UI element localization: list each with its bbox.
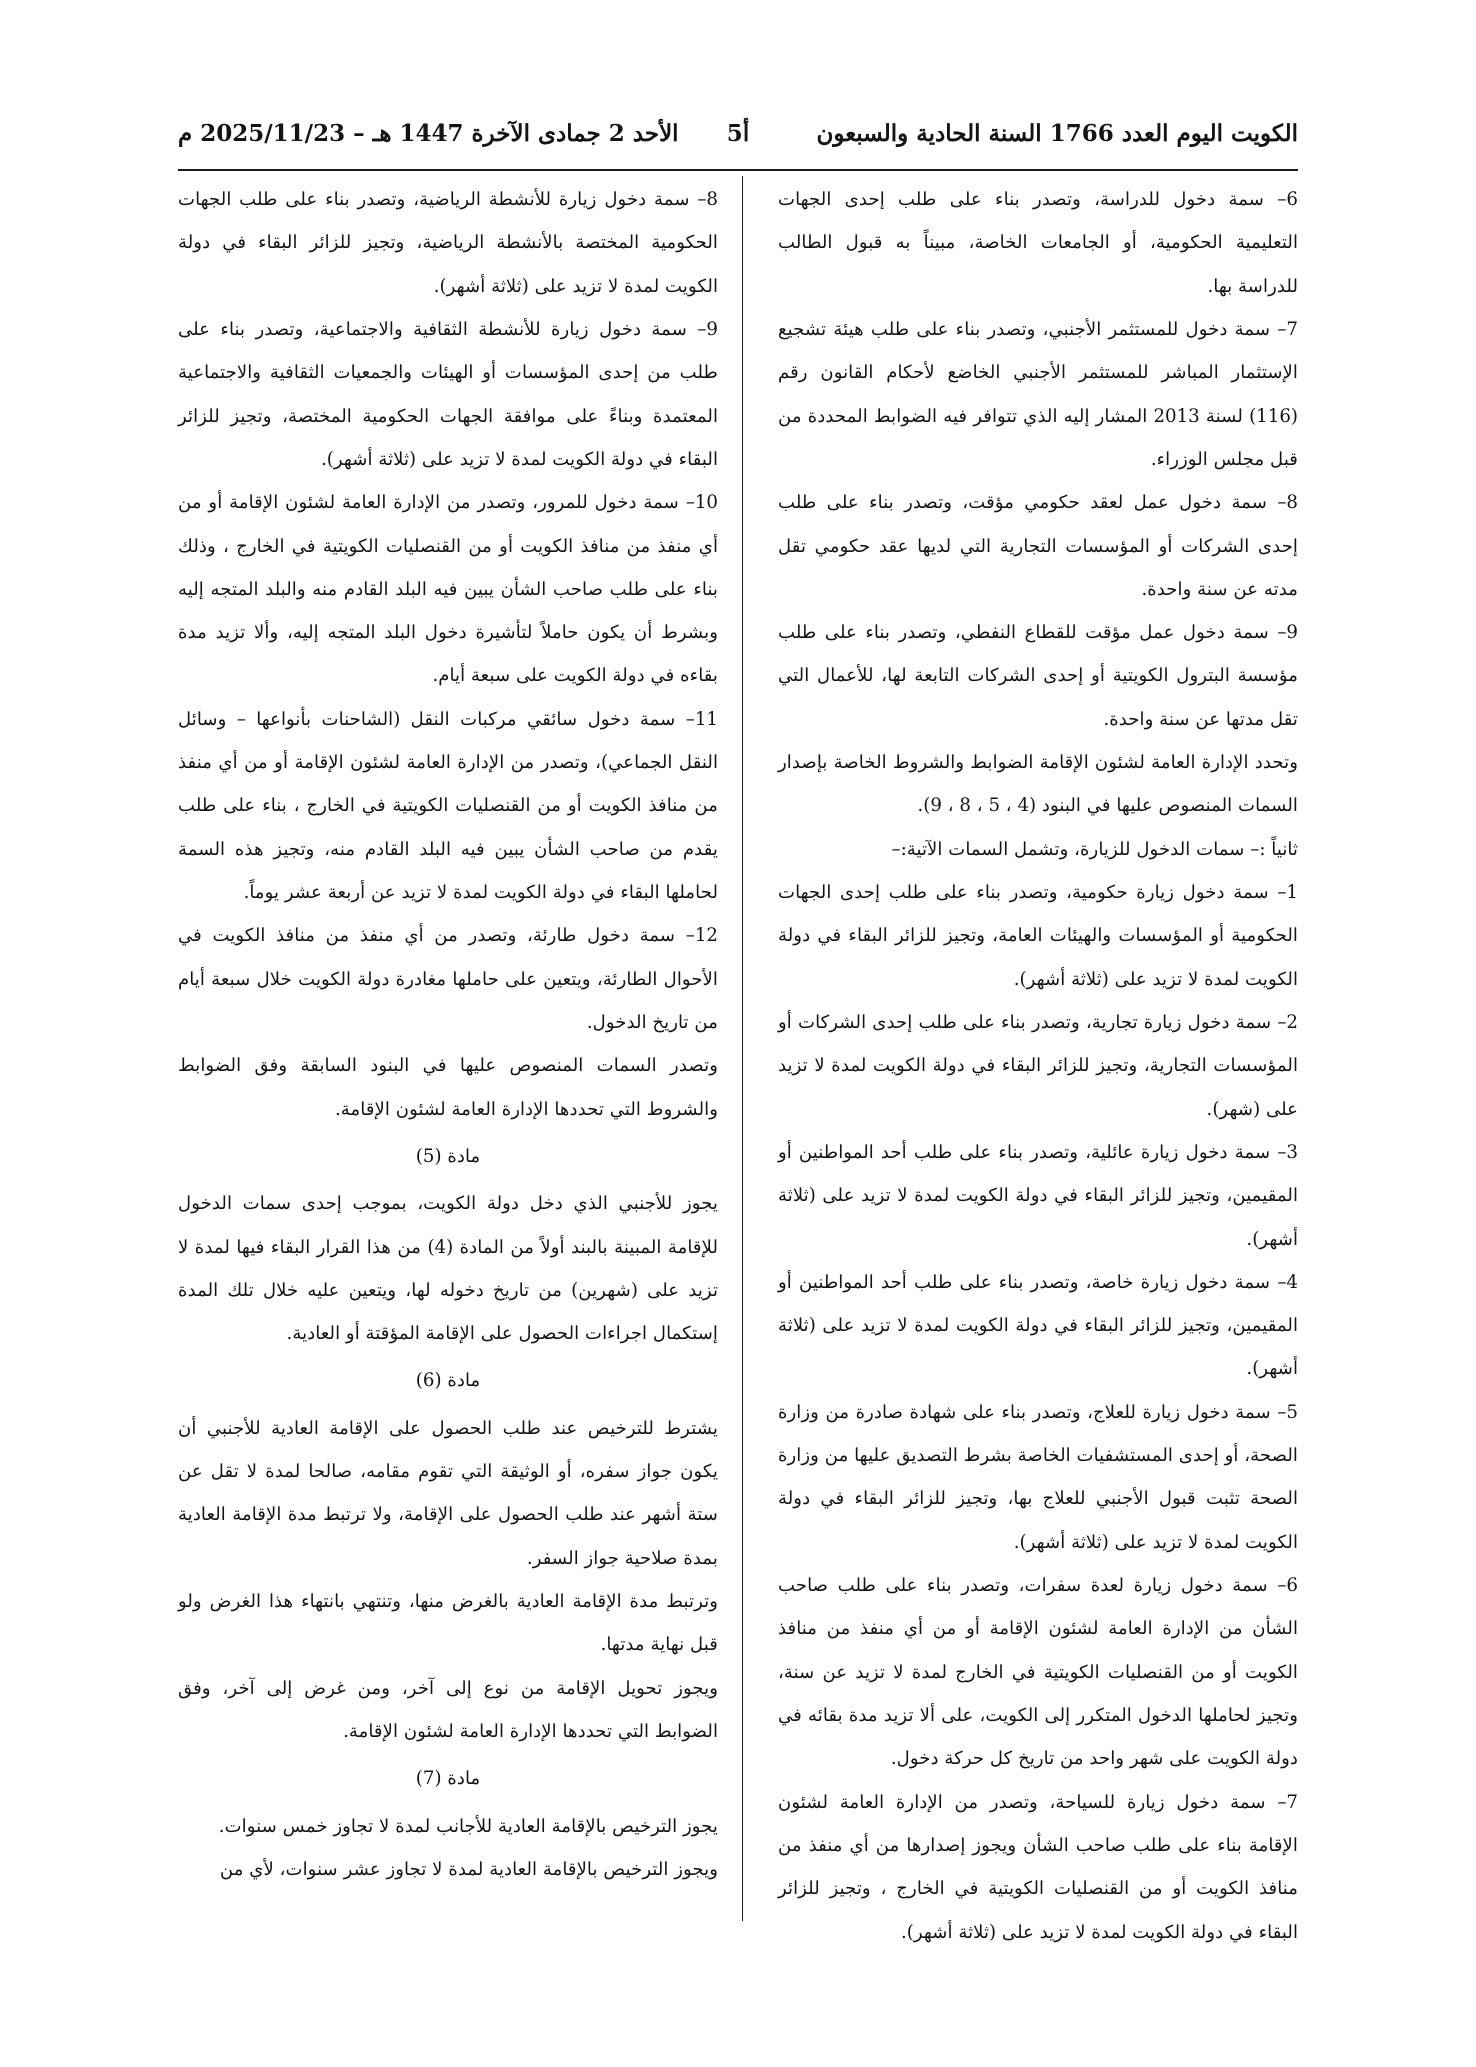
right-column: [778, 178, 1298, 1954]
paragraph: 8– سمة دخول زيارة للأنشطة الرياضية، وتصدر بناء على طلب الجهات الحكومية المختصة بالأنشطة الرياضية، وتجيز للزائر البقاء في دولة الكويت لمدة لا تزيد على (ثلاثة أشهر).: [178, 189, 718, 297]
paragraph: 9– سمة دخول عمل مؤقت للقطاع النفطي، وتصدر بناء على طلب مؤسسة البترول الكويتية أو إحدى الشركات التابعة لها، للأعمال التي تقل مدتها عن سنة واحدة.: [778, 622, 1298, 730]
paragraph: 8– سمة دخول عمل لعقد حكومي مؤقت، وتصدر بناء على طلب إحدى الشركات أو المؤسسات التجارية التي لديها عقد حكومي تقل مدته عن سنة واحدة.: [778, 492, 1298, 600]
paragraph: 7– سمة دخول للمستثمر الأجنبي، وتصدر بناء على طلب هيئة تشجيع الإستثمار المباشر للمستثمر الأجنبي الخاضع لأحكام القانون رقم (116) لسنة 2013 المشار إليه الذي تتوافر فيه الضوابط المحددة من قبل مجلس الوزراء.: [778, 318, 1298, 470]
paragraph: 7– سمة دخول زيارة للسياحة، وتصدر من الإدارة العامة لشئون الإقامة بناء على طلب صاحب الشأن ويجوز إصدارها من أي منفذ من منافذ الكويت أو من القنصليات الكويتية في الخارج ، وتجيز للزائر البقاء في دولة الكويت لمدة لا تزيد على (ثلاثة أشهر).: [778, 1791, 1298, 1943]
paragraph: 6– سمة دخول للدراسة، وتصدر بناء على طلب إحدى الجهات التعليمية الحكومية، أو الجامعات الخاصة، مبيناً به قبول الطالب للدراسة بها.: [778, 189, 1298, 297]
paragraph: وتحدد الإدارة العامة لشئون الإقامة الضوابط والشروط الخاصة بإصدار السمات المنصوص عليها في البنود (4 ، 5 ، 8 ، 9).: [778, 752, 1298, 817]
paragraph: 5– سمة دخول زيارة للعلاج، وتصدر بناء على شهادة صادرة من وزارة الصحة، أو إحدى المستشفيات الخاصة بشرط التصديق عليها من وزارة الصحة تثبت قبول الأجنبي للعلاج بها، وتجيز للزائر البقاء في دولة الكويت لمدة لا تزيد على (ثلاثة أشهر).: [778, 1401, 1298, 1553]
header-date: الأحد 2 جمادى الآخرة 1447 هـ – 2025/11/23 م: [178, 120, 679, 147]
article-heading: مادة (5): [415, 1145, 481, 1167]
paragraph: يشترط للترخيص عند طلب الحصول على الإقامة العادية للأجنبي أن يكون جواز سفره، أو الوثيقة التي تقوم مقامه، صالحا لمدة لا تقل عن ستة أشهر عند طلب الحصول على الإقامة، ولا ترتبط مدة الإقامة العادية بمدة صلاحية جواز السفر.: [178, 1417, 718, 1569]
paragraph: يجوز للأجنبي الذي دخل دولة الكويت، بموجب إحدى سمات الدخول للإقامة المبينة بالبند أولاً من المادة (4) من هذا القرار البقاء فيها لمدة لا تزيد على (شهرين) من تاريخ دخوله لها، ويتعين عليه خلال تلك المدة إستكمال اجراءات الحصول على الإقامة المؤقتة أو العادية.: [178, 1193, 718, 1345]
article-heading: مادة (6): [415, 1370, 481, 1392]
left-column: [178, 178, 718, 1891]
paragraph: 6– سمة دخول زيارة لعدة سفرات، وتصدر بناء على طلب صاحب الشأن من الإدارة العامة لشئون الإقامة أو من أي منفذ من منافذ الكويت أو من القنصليات الكويتية في الخارج لمدة لا تزيد عن سنة، وتجيز لحاملها الدخول المتكرر إلى الكويت، على ألا تزيد مدة بقائه في دولة الكويت على شهر واحد من تاريخ كل حركة دخول.: [778, 1575, 1298, 1770]
paragraph: 3– سمة دخول زيارة عائلية، وتصدر بناء على طلب أحد المواطنين أو المقيمين، وتجيز للزائر البقاء في دولة الكويت لمدة لا تزيد على (ثلاثة أشهر).: [778, 1141, 1298, 1250]
paragraph: 12– سمة دخول طارئة، وتصدر من أي منفذ من منافذ الكويت في الأحوال الطارئة، ويتعين على حاملها مغادرة دولة الكويت خلال سبعة أيام من تاريخ الدخول.: [178, 925, 718, 1033]
column-divider: [742, 176, 743, 1921]
section-heading: ثانياً :– سمات الدخول للزيارة، وتشمل السمات الآتية:–: [891, 838, 1298, 860]
header-issue-info: الكويت اليوم العدد 1766 السنة الحادية والسبعون: [816, 120, 1298, 147]
article-heading: مادة (7): [415, 1768, 481, 1790]
paragraph: 4– سمة دخول زيارة خاصة، وتصدر بناء على طلب أحد المواطنين أو المقيمين، وتجيز للزائر البقاء في دولة الكويت لمدة لا تزيد على (ثلاثة أشهر).: [778, 1271, 1298, 1380]
paragraph: يجوز الترخيص بالإقامة العادية للأجانب لمدة لا تجاوز خمس سنوات.: [218, 1815, 718, 1837]
paragraph: 10– سمة دخول للمرور، وتصدر من الإدارة العامة لشئون الإقامة أو من أي منفذ من منافذ الكويت أو من القنصليات الكويتية في الخارج ، وذلك بناء على طلب صاحب الشأن يبين فيه البلد القادم منه والبلد المتجه إليه وبشرط أن يكون حاملاً لتأشيرة دخول البلد المتجه إليه، وألا تزيد مدة بقاءه في دولة الكويت على سبعة أيام.: [178, 492, 718, 687]
paragraph: وتصدر السمات المنصوص عليها في البنود السابقة وفق الضوابط والشروط التي تحددها الإدارة العامة لشئون الإقامة.: [178, 1055, 718, 1120]
paragraph: 1– سمة دخول زيارة حكومية، وتصدر بناء على طلب إحدى الجهات الحكومية أو المؤسسات والهيئات العامة، وتجيز للزائر البقاء في دولة الكويت لمدة لا تزيد على (ثلاثة أشهر).: [778, 882, 1298, 990]
page-header: [178, 120, 1298, 164]
paragraph: ويجوز الترخيص بالإقامة العادية لمدة لا تجاوز عشر سنوات، لأي من: [219, 1858, 718, 1880]
paragraph: 9– سمة دخول زيارة للأنشطة الثقافية والاجتماعية، وتصدر بناء على طلب من إحدى المؤسسات أو الهيئات والجمعيات الثقافية والاجتماعية المعتمدة وبناءً على موافقة الجهات الحكومية المختصة، وتجيز للزائر البقاء في دولة الكويت لمدة لا تزيد على (ثلاثة أشهر).: [178, 318, 718, 470]
paragraph: 11– سمة دخول سائقي مركبات النقل (الشاحنات بأنواعها – وسائل النقل الجماعي)، وتصدر من الإدارة العامة لشئون الإقامة أو من أي منفذ من منافذ الكويت أو من القنصليات الكويتية في الخارج ، بناء على طلب يقدم من صاحب الشأن يبين فيه البلد القادم منه، وتجيز هذه السمة لحاملها البقاء في دولة الكويت لمدة لا تزيد عن أربعة عشر يوماً.: [178, 708, 718, 903]
paragraph: ويجوز تحويل الإقامة من نوع إلى آخر، ومن غرض إلى آخر، وفق الضوابط التي تحددها الإدارة العامة لشئون الإقامة.: [178, 1677, 718, 1742]
paragraph: وترتبط مدة الإقامة العادية بالغرض منها، وتنتهي بانتهاء هذا الغرض ولو قبل نهاية مدتها.: [178, 1591, 718, 1656]
header-page-number: أ5: [726, 120, 750, 147]
header-divider: [178, 169, 1298, 171]
paragraph: 2– سمة دخول زيارة تجارية، وتصدر بناء على طلب إحدى الشركات أو المؤسسات التجارية، وتجيز للزائر البقاء في دولة الكويت لمدة لا تزيد على (شهر).: [778, 1011, 1298, 1120]
